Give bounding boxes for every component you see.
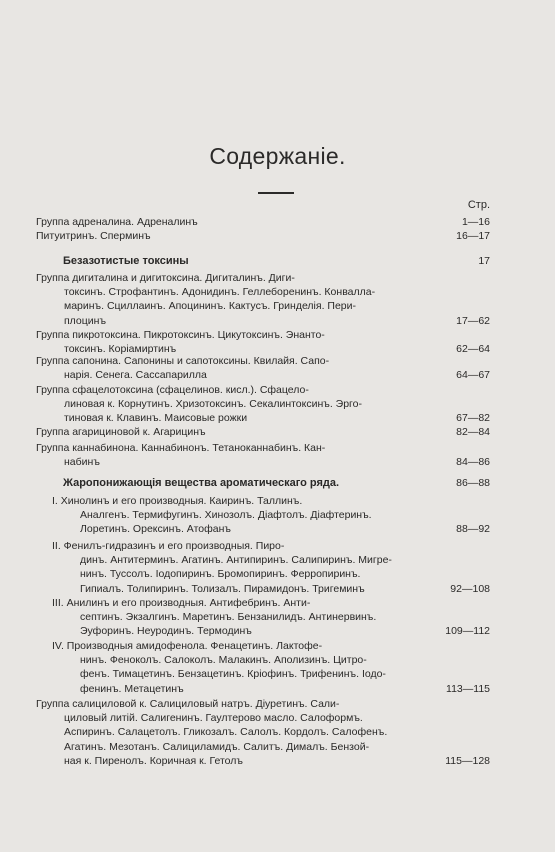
page-column-label: Стр. <box>467 199 490 211</box>
toc-entry-line: III. Анилинъ и его производныя. Антифебринъ. Анти- <box>52 597 311 609</box>
toc-entry-line: Жаропонижающiя вещества ароматическаго ряда. <box>63 477 340 489</box>
toc-entry-line: Группа пикротоксина. Пикротоксинъ. Цикутоксинъ. Энанто- <box>36 329 325 341</box>
toc-entry-text <box>36 441 421 469</box>
toc-entry-page: 86—88 <box>456 477 490 489</box>
toc-entry-page: 16—17 <box>456 230 490 242</box>
toc-entry-text <box>52 494 437 537</box>
toc-entry-page: 115—128 <box>445 754 490 767</box>
toc-entry-page: 88—92 <box>456 523 490 536</box>
toc-entry-line: Лоретинъ. Орексинъ. Атофанъ <box>80 523 231 536</box>
toc-entry-line: Группа дигиталина и дигитоксина. Дигиталинъ. Диги- <box>36 272 295 284</box>
toc-entry-line: плоцинъ <box>64 314 107 327</box>
toc-entry-page: 62—64 <box>456 343 490 356</box>
toc-entry-page: 64—67 <box>456 369 490 382</box>
toc-entry-text <box>36 215 421 229</box>
toc-entry-page: 67—82 <box>456 412 490 425</box>
toc-entry-page: 113—115 <box>446 682 490 695</box>
toc-entry-line: нинъ. Феноколъ. Салоколъ. Малакинъ. Аполизинъ. Цитро- <box>80 654 367 667</box>
toc-entry-text <box>63 254 448 268</box>
toc-entry-line: Аналгенъ. Термифугинъ. Хинозолъ. Дiафтолъ. Дiафтеринъ. <box>80 509 372 522</box>
toc-entry-line: тиновая к. Клавинъ. Маисовые рожки <box>64 412 248 425</box>
title-rule <box>258 192 294 194</box>
toc-entry-line: циловый литiй. Салигенинъ. Гаултерово масло. Салоформъ. <box>64 712 363 725</box>
toc-entry-text <box>36 229 421 243</box>
toc-entry-line: нарiя. Сенега. Сассапарилла <box>64 369 207 382</box>
toc-entry-page: 84—86 <box>456 456 490 469</box>
toc-entry-line: Группа сфацелотоксина (сфацелинов. кисл.). Сфацело- <box>36 384 309 396</box>
toc-entry-line: токсинъ. Строфантинъ. Адонидинъ. Геллеборенинъ. Конвалла- <box>64 286 376 299</box>
toc-entry-line: септинъ. Экзалгинъ. Маретинъ. Бензанилидъ. Антинервинъ. <box>80 611 377 624</box>
toc-entry-page: 109—112 <box>445 625 490 638</box>
toc-entry-line: Группа салициловой к. Салициловый натръ. Дiуретинъ. Сали- <box>36 698 340 710</box>
toc-entry-text <box>36 328 421 356</box>
toc-entry-line: IV. Производныя амидофенола. Фенацетинъ. Лактофе- <box>52 640 323 652</box>
page-title: Содержанiе. <box>209 143 346 169</box>
toc-entry-text <box>63 476 448 490</box>
toc-entry-text <box>52 539 437 596</box>
toc-entry-line: I. Хинолинъ и его производныя. Каиринъ. Таллинъ. <box>52 495 303 507</box>
toc-entry-line: линовая к. Корнутинъ. Хризотоксинъ. Секалинтоксинъ. Эрго- <box>64 398 362 411</box>
toc-entry-page: 17—62 <box>456 314 490 327</box>
toc-entry-page: 1—16 <box>461 216 490 228</box>
toc-entry-line: Группа агарициновой к. Агарицинъ <box>36 426 206 438</box>
toc-entry-text <box>36 354 421 382</box>
toc-entry-line: Гипиалъ. Толипиринъ. Толизалъ. Пирамидонъ. Тригеминъ <box>80 582 365 595</box>
toc-entry-text <box>36 383 421 426</box>
toc-entry-page: 17 <box>478 255 490 267</box>
toc-entry-text <box>36 425 421 439</box>
toc-entry-line: Питуитринъ. Сперминъ <box>36 230 151 242</box>
toc-entry-text <box>36 271 421 328</box>
toc-entry-line: токсинъ. Корiамиртинъ <box>64 343 177 356</box>
toc-entry-line: Группа каннабинона. Каннабинонъ. Тетаноканнабинъ. Кан- <box>36 442 326 454</box>
toc-entry-line: фенинъ. Метацетинъ <box>80 682 184 695</box>
toc-entry-line: Группа адреналина. Адреналинъ <box>36 216 198 228</box>
toc-entry-text <box>52 639 437 696</box>
toc-entry-line: Безазотистые токсины <box>63 255 189 267</box>
toc-entry-line: нинъ. Туссолъ. Iодопиринъ. Бромопиринъ. Ферропиринъ. <box>80 568 361 581</box>
toc-entry-line: ная к. Пиренолъ. Коричная к. Гетолъ <box>64 754 243 767</box>
toc-entry-line: Эуфоринъ. Неуродинъ. Термодинъ <box>80 625 252 638</box>
toc-entry-page: 92—108 <box>450 582 490 595</box>
toc-entry-line: Аспиринъ. Салацетолъ. Гликозалъ. Салолъ. Кордолъ. Салофенъ. <box>64 726 388 739</box>
toc-entry-text <box>36 697 421 768</box>
toc-entry-text <box>52 596 437 639</box>
toc-entry-page: 82—84 <box>456 426 490 438</box>
toc-entry-line: маринъ. Сциллаинъ. Апоцининъ. Кактусъ. Гринделiя. Пери- <box>64 300 357 313</box>
toc-entry-line: Группа сапонина. Сапонины и сапотоксины. Квилайя. Сапо- <box>36 355 330 367</box>
toc-entry-line: динъ. Антитерминъ. Агатинъ. Антипиринъ. Салипиринъ. Мигре- <box>80 554 392 567</box>
toc-entry-line: II. Фенилъ-гидразинъ и его производныя. Пиро- <box>52 540 285 552</box>
toc-entry-line: Агатинъ. Мезотанъ. Салициламидъ. Салитъ. Дималъ. Бензой- <box>64 740 370 753</box>
toc-entry-line: набинъ <box>64 456 100 469</box>
toc-entry-line: фенъ. Тимацетинъ. Бензацетинъ. Крiофинъ. Трифенинъ. Iодо- <box>80 668 386 681</box>
